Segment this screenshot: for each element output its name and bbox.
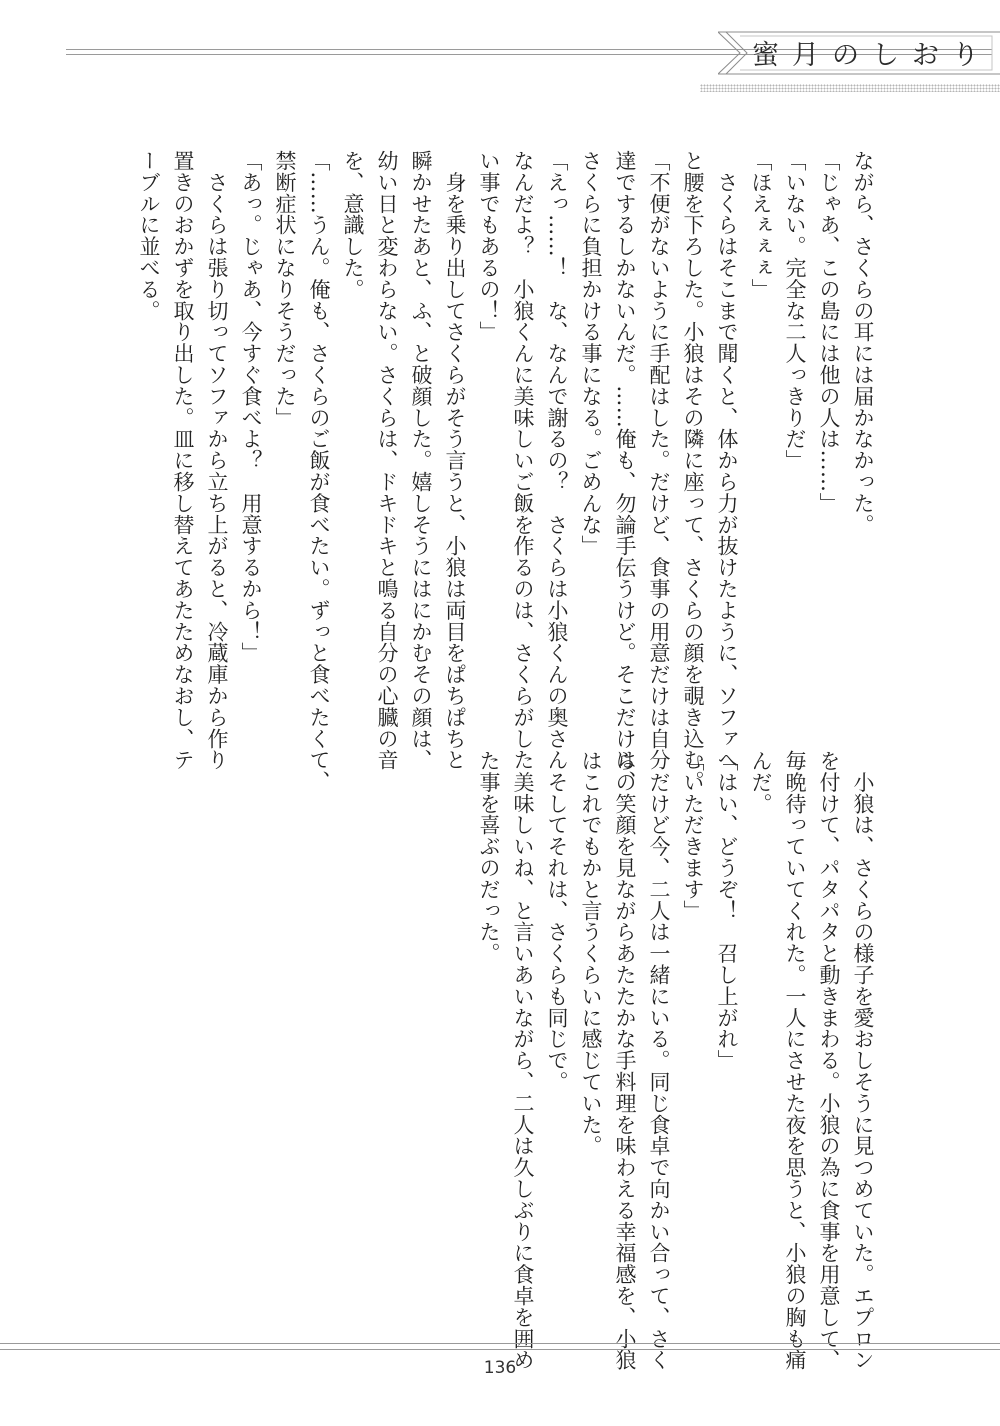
text-line: 「あっ。じゃあ、今すぐ食べよ？ 用意するから！」 (239, 150, 263, 664)
text-line: んだ。 (749, 750, 773, 815)
text-line: 「じゃあ、この島には他の人は……」 (817, 150, 841, 514)
text-line: はこれでもかと言うくらいに感じていた。 (579, 750, 603, 1157)
text-line: なんだよ？ 小狼くんに美味しいご飯を作るのは、さくらがした (511, 150, 535, 771)
text-line: と腰を下ろした。小狼はその隣に座って、さくらの顔を覗き込む。 (681, 150, 705, 792)
text-line: 身を乗り出してさくらがそう言うと、小狼は両目をぱちぱちと (443, 150, 467, 771)
text-block-upper (132, 150, 880, 792)
text-line: た事を喜ぶのだった。 (477, 750, 501, 964)
text-line: そしてそれは、さくらも同じで。 (545, 750, 569, 1093)
header-dot-pattern (700, 84, 1000, 92)
text-line: 「はい、どうぞ！ 召し上がれ」 (715, 750, 739, 1071)
text-line: さくらは張り切ってソファから立ち上がると、冷蔵庫から作り (205, 150, 229, 771)
text-line: 「ほえぇぇぇ」 (749, 150, 773, 300)
text-line: を付けて、パタパタと動きまわる。小狼の為に食事を用意して、 (817, 750, 841, 1371)
text-line: 小狼は、さくらの様子を愛おしそうに見つめていた。エプロン (851, 750, 875, 1371)
text-line: さくらはそこまで聞くと、体から力が抜けたように、ソファへ (715, 150, 739, 771)
text-line: ながら、さくらの耳には届かなかった。 (851, 150, 875, 536)
text-line: 置きのおかずを取り出した。皿に移し替えてあたためなおし、テ (171, 150, 195, 771)
text-line: さくらに負担かける事になる。ごめんな」 (579, 150, 603, 557)
page-number: 136 (483, 1358, 517, 1378)
text-line: 禁断症状になりそうだった」 (273, 150, 297, 429)
text-line: 幼い日と変わらない。さくらは、ドキドキと鳴る自分の心臓の音 (375, 150, 399, 771)
text-line: 「えっ……！ な、なんで謝るの？ さくらは小狼くんの奥さん (545, 150, 569, 771)
text-line: 「いない。完全な二人っきりだ」 (783, 150, 807, 471)
text-line: 「いただきます」 (681, 750, 705, 922)
text-line: 「不便がないように手配はした。だけど、食事の用意だけは自分 (647, 150, 671, 771)
text-line: ーブルに並べる。 (137, 150, 161, 322)
text-line: だけど今、二人は一緒にいる。同じ食卓で向かい合って、さく (647, 750, 671, 1371)
text-line: を、意識した。 (341, 150, 365, 300)
text-line: 達でするしかないんだ。……俺も、勿論手伝うけど。そこだけは、 (613, 150, 637, 792)
text-line: らの笑顔を見ながらあたたかな手料理を味わえる幸福感を、小狼 (613, 750, 637, 1371)
footer-rule-bottom (0, 1349, 1000, 1350)
text-line: 瞬かせたあと、ふ、と破顔した。嬉しそうにはにかむその顔は、 (409, 150, 433, 771)
footer-rule-top (0, 1343, 1000, 1344)
text-line: 美味しいね、と言いあいながら、二人は久しぶりに食卓を囲め (511, 750, 535, 1371)
text-line: い事でもあるの！」 (477, 150, 501, 343)
text-line: 「……うん。俺も、さくらのご飯が食べたい。ずっと食べたくて、 (307, 150, 331, 792)
text-line: 毎晩待っていてくれた。一人にさせた夜を思うと、小狼の胸も痛 (783, 750, 807, 1371)
header-title: 蜜月のしおり (752, 40, 992, 71)
